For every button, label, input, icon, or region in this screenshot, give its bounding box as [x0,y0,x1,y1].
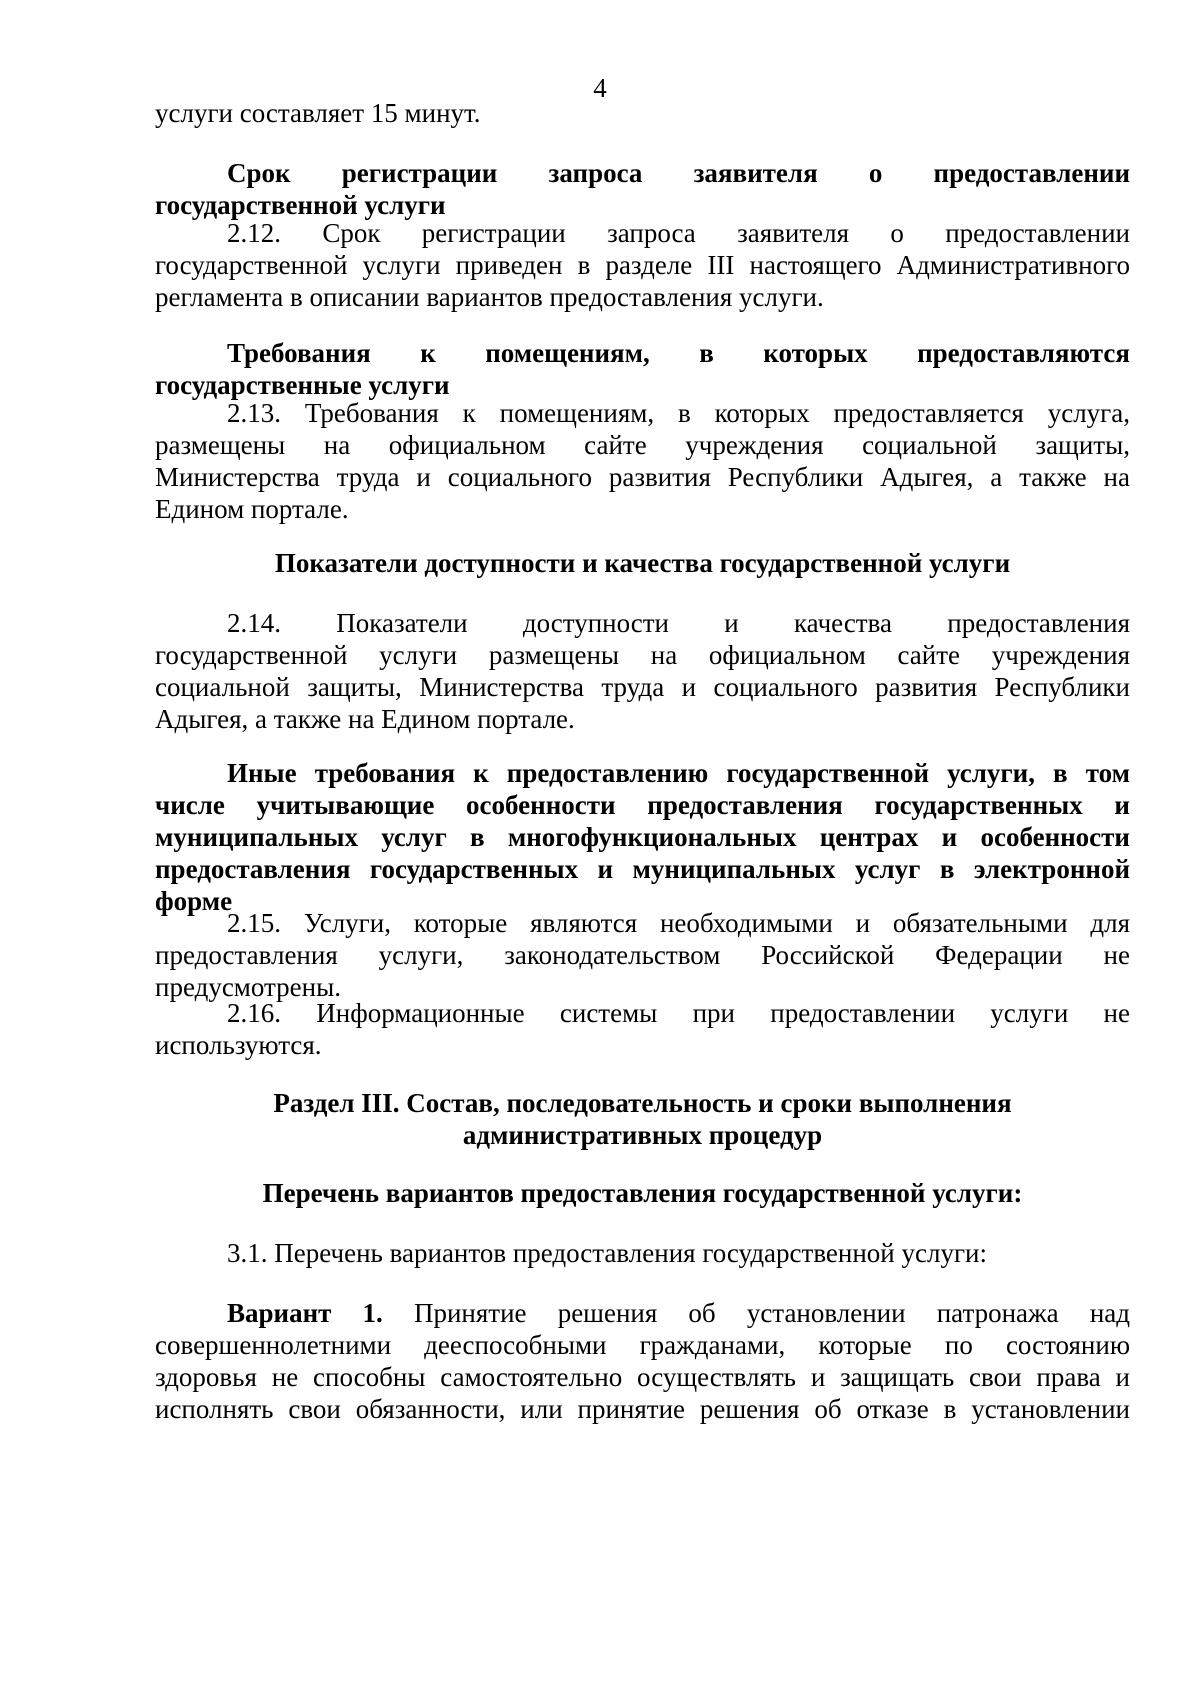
heading-line: государственной услуги [155,190,446,220]
heading-section-iii [155,1087,1130,1151]
paragraph-2-16 [155,997,1130,1061]
heading-other-requirements [155,757,1130,917]
heading-line: административных процедур [462,1120,823,1150]
heading-line: Требования к помещениям, в которых предоставляются [227,338,1130,368]
text-line: Министерства труда и социального развития Республики Адыгея, а также на [155,462,1130,492]
paragraph-2-15 [155,907,1130,1003]
heading-line: муниципальных услуг в многофункциональных центрах и особенности [155,822,1130,852]
paragraph-continuation [155,97,1130,129]
text-line: используются. [155,1030,322,1060]
text-line: 2.16. Информационные системы при предоставлении услуги не [227,998,1130,1028]
paragraph-2-13 [155,397,1130,525]
heading-line: форме [155,886,233,916]
text-line: 2.13. Требования к помещениям, в которых предоставляется услуга, [227,398,1130,428]
variant-text: Принятие решения об установлении патронажа над [413,1298,1130,1328]
text-line: предоставления услуги, законодательством Российской Федерации не [155,940,1130,970]
heading-line: Показатели доступности и качества государственной услуги [274,548,1011,578]
heading-accessibility-indicators [155,547,1130,579]
text-line: исполнять свои обязанности, или принятие решения об отказе в установлении [155,1394,1130,1424]
page-number: 4 [593,73,607,103]
paragraph-2-14 [155,607,1130,735]
text-line: государственной услуги приведен в разделе III настоящего Административного [155,250,1130,280]
heading-line: Иные требования к предоставлению государственной услуги, в том [227,758,1130,788]
text-line: совершеннолетними дееспособными гражданами, которые по состоянию [155,1330,1130,1360]
text-line: услуги составляет 15 минут. [155,98,481,128]
paragraph-3-1 [155,1237,1130,1269]
heading-line: числе учитывающие особенности предоставления государственных и [155,790,1130,820]
heading-registration-term [155,157,1130,221]
text-line: регламента в описании вариантов предоставления услуги. [155,282,824,312]
text-line: Едином портале. [155,494,349,524]
text-line: предусмотрены. [155,972,341,1002]
text-line [155,1297,1130,1329]
text-line: размещены на официальном сайте учреждения социальной защиты, [155,430,1130,460]
heading-premises-requirements [155,337,1130,401]
text-line: 2.14. Показатели доступности и качества предоставления [227,608,1130,638]
text-line: здоровья не способны самостоятельно осуществлять и защищать свои права и [155,1362,1130,1392]
heading-line: Срок регистрации запроса заявителя о предоставлении [227,158,1130,188]
paragraph-variant-1 [155,1297,1130,1425]
heading-line: Перечень вариантов предоставления государственной услуги: [262,1178,1023,1208]
paragraph-2-12 [155,217,1130,313]
text-line: государственной услуги размещены на официальном сайте учреждения [155,640,1130,670]
text-line: 2.15. Услуги, которые являются необходимыми и обязательными для [227,908,1130,938]
variant-label: Вариант 1. [227,1298,383,1328]
text-line: 2.12. Срок регистрации запроса заявителя о предоставлении [227,218,1130,248]
heading-line: Раздел III. Состав, последовательность и сроки выполнения [273,1088,1012,1118]
text-line: социальной защиты, Министерства труда и социального развития Республики [155,672,1130,702]
heading-variants-list [155,1177,1130,1209]
text-line: 3.1. Перечень вариантов предоставления государственной услуги: [227,1238,987,1268]
heading-line: государственные услуги [155,370,450,400]
text-line: Адыгея, а также на Едином портале. [155,704,575,734]
heading-line: предоставления государственных и муниципальных услуг в электронной [155,854,1130,884]
